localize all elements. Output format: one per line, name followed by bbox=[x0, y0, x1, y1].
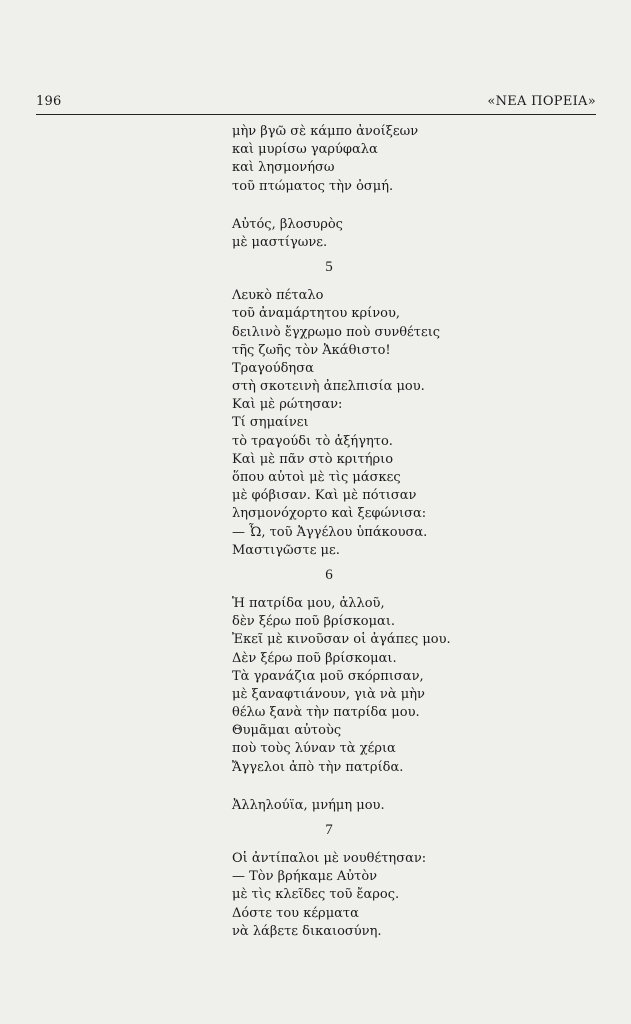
verse-line: στὴ σκοτεινὴ ἀπελπισία μου. bbox=[232, 379, 425, 395]
verse-line: Καὶ μὲ ρώτησαν: bbox=[232, 397, 343, 413]
verse-line: δὲν ξέρω ποῦ βρίσκομαι. bbox=[232, 614, 396, 630]
verse-line: καὶ λησμονήσω bbox=[232, 160, 335, 176]
verse-line: — Τὸν βρήκαμε Αὐτὸν bbox=[232, 869, 378, 885]
verse-line: Ἐκεῖ μὲ κινοῦσαν οἱ ἀγάπες μου. bbox=[232, 632, 451, 648]
running-head: «ΝΕΑ ΠΟΡΕΙΑ» bbox=[487, 94, 596, 109]
verse-line: μὲ ξαναφτιάνουν, γιὰ νὰ μὴν bbox=[232, 686, 425, 702]
verse-line: δειλινὸ ἔγχρωμο ποὺ συνθέτεις bbox=[232, 324, 441, 340]
verse-line: μὲ τὶς κλεῖδες τοῦ ἔαρος. bbox=[232, 887, 400, 903]
verse-line: νὰ λάβετε δικαιοσύνη. bbox=[232, 923, 382, 939]
verse-line: τῆς ζωῆς τὸν Ἀκάθιστο! bbox=[232, 342, 391, 358]
verse-line: Λευκὸ πέταλο bbox=[232, 288, 324, 304]
verse-line: θέλω ξανὰ τὴν πατρίδα μου. bbox=[232, 705, 420, 721]
page-header bbox=[36, 92, 596, 114]
stanza bbox=[232, 595, 612, 777]
verse-line: Ἄγγελοι ἀπὸ τὴν πατρίδα. bbox=[232, 759, 404, 775]
verse-line: ὅπου αὐτοὶ μὲ τὶς μάσκες bbox=[232, 470, 401, 485]
stanza-gap bbox=[232, 196, 612, 216]
poem-body bbox=[232, 123, 612, 941]
verse-line: Τραγούδησα bbox=[232, 360, 314, 376]
verse-line: τοῦ πτώματος τὴν ὀσμή. bbox=[232, 178, 394, 194]
section-number: 6 bbox=[325, 566, 333, 583]
verse-line: Ἡ πατρίδα μου, ἀλλοῦ, bbox=[232, 595, 385, 611]
verse-line: λησμονόχορτο καὶ ξεφώνισα: bbox=[232, 506, 427, 522]
verse-line: Ἀλληλούϊα, μνήμη μου. bbox=[232, 797, 385, 813]
verse-line: μὲ μαστίγωνε. bbox=[232, 234, 328, 250]
verse-line: καὶ μυρίσω γαρύφαλα bbox=[232, 142, 378, 158]
verse-line: Τί σημαίνει bbox=[232, 415, 309, 431]
stanza-gap bbox=[232, 777, 612, 797]
verse-line: Τὰ γρανάζια μοῦ σκόρπισαν, bbox=[232, 668, 424, 684]
verse-line: Θυμᾶμαι αὐτοὺς bbox=[232, 723, 342, 739]
verse-line: Αὐτός, βλοσυρὸς bbox=[232, 216, 343, 232]
verse-line: Καὶ μὲ πᾶν στὸ κριτήριο bbox=[232, 451, 394, 467]
verse-line: Οἱ ἀντίπαλοι μὲ νουθέτησαν: bbox=[232, 851, 427, 866]
verse-line: μὴν βγῶ σὲ κάμπο ἀνοίξεων bbox=[232, 124, 419, 139]
stanza bbox=[232, 216, 612, 252]
section-number: 5 bbox=[325, 259, 333, 276]
verse-line: μὲ φόβισαν. Καὶ μὲ πότισαν bbox=[232, 488, 417, 504]
stanza bbox=[232, 850, 612, 941]
verse-line: Μαστιγῶστε με. bbox=[232, 542, 340, 558]
verse-line: τὸ τραγούδι τὸ ἀξήγητο. bbox=[232, 433, 393, 449]
page-number: 196 bbox=[36, 94, 62, 109]
verse-line: Δόστε του κέρματα bbox=[232, 905, 359, 921]
verse-line: ποὺ τοὺς λύναν τὰ χέρια bbox=[232, 741, 396, 757]
section-number: 7 bbox=[325, 822, 333, 838]
verse-line: τοῦ ἀναμάρτητου κρίνου, bbox=[232, 306, 401, 322]
verse-line: — Ὦ, τοῦ Ἀγγέλου ὑπάκουσα. bbox=[232, 524, 428, 540]
verse-line: Δὲν ξέρω ποῦ βρίσκομαι. bbox=[232, 650, 397, 666]
stanza bbox=[232, 287, 612, 560]
stanza bbox=[232, 797, 612, 815]
header-rule bbox=[36, 114, 596, 115]
stanza bbox=[232, 123, 612, 196]
